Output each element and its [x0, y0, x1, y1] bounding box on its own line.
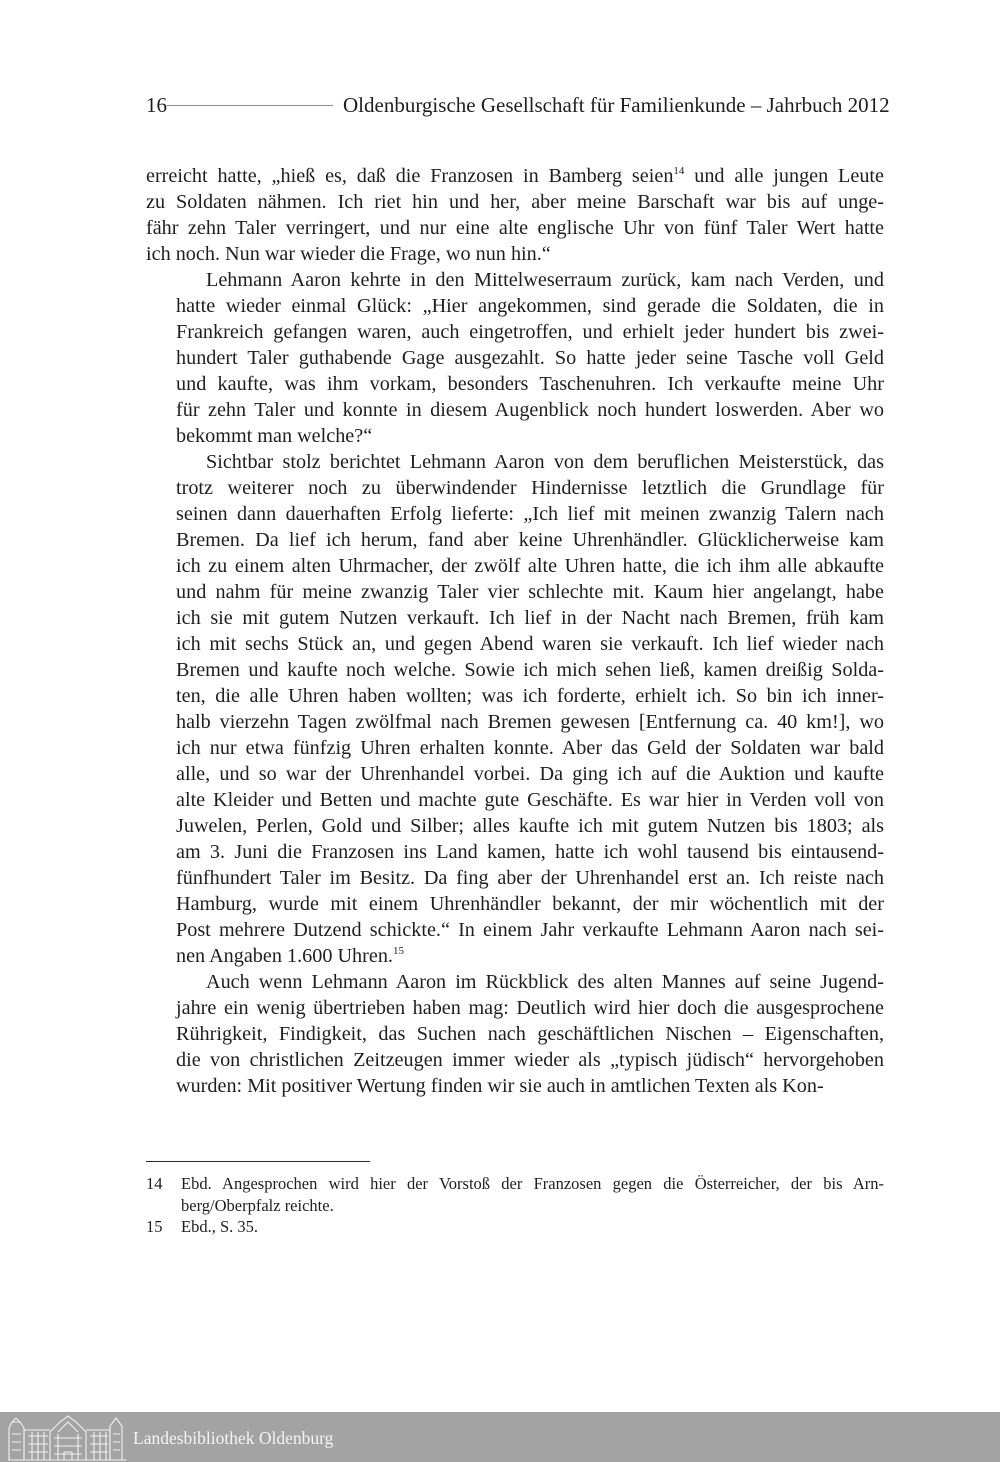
text-line	[146, 397, 884, 423]
text-run: alle, und so war der Uhrenhandel vorbei. Da ging ich auf die Auktion und kaufte	[176, 763, 884, 785]
text-run: alte Kleider und Betten und machte gute Geschäfte. Es war hier in Verden voll von	[176, 789, 884, 811]
text-line	[146, 1047, 884, 1073]
text-run: bekommt man welche?“	[176, 425, 373, 447]
text-line	[146, 839, 884, 865]
text-run: ich nur etwa fünfzig Uhren erhalten konnte. Aber das Geld der Soldaten war bald	[176, 737, 884, 759]
text-line	[146, 215, 884, 241]
text-run: jahre ein wenig übertrieben haben mag: Deutlich wird hier doch die ausgesprochene	[176, 997, 884, 1019]
text-line	[146, 527, 884, 553]
text-run: zu Soldaten nähmen. Ich riet hin und her, aber meine Barschaft war bis auf unge-	[146, 191, 884, 213]
text-run: wurden: Mit positiver Wertung finden wir sie auch in amtlichen Texten als Kon-	[176, 1075, 824, 1097]
library-footer-bar	[0, 1412, 1000, 1462]
paragraph	[146, 163, 884, 267]
running-head	[146, 88, 890, 122]
footnote-text	[181, 1173, 884, 1216]
text-line	[146, 189, 884, 215]
text-line	[146, 1073, 884, 1099]
running-head-rule	[167, 105, 333, 106]
text-line	[146, 917, 884, 943]
text-line	[146, 371, 884, 397]
text-line	[146, 865, 884, 891]
footnote-line: Ebd. Angesprochen wird hier der Vorstoß der Franzosen gegen die Österreicher, der bis Arn-	[181, 1174, 884, 1193]
text-run: hatte wieder einmal Glück: „Hier angekommen, sind gerade die Soldaten, die in	[176, 295, 884, 317]
text-run: für zehn Taler und konnte in diesem Augenblick noch hundert loswerden. Aber wo	[176, 399, 884, 421]
text-line	[146, 475, 884, 501]
text-run: halb vierzehn Tagen zwölfmal nach Bremen gewesen [Entfernung ca. 40 km!], wo	[176, 711, 884, 733]
library-name: Landesbibliothek Oldenburg	[133, 1427, 334, 1448]
footnote-line: Ebd., S. 35.	[181, 1217, 259, 1236]
page-number: 16	[146, 93, 167, 117]
body-text	[146, 163, 884, 1099]
text-line	[146, 293, 884, 319]
footnote-number: 14	[146, 1174, 163, 1193]
text-line	[146, 267, 884, 293]
text-run: fähr zehn Taler verringert, und nur eine alte englische Uhr von fünf Taler Wert hatte	[146, 217, 884, 239]
text-run: ich sie mit gutem Nutzen verkauft. Ich lief in der Nacht nach Bremen, früh kam	[176, 607, 884, 629]
text-run: Bremen und kaufte noch welche. Sowie ich mich sehen ließ, kamen dreißig Solda-	[176, 659, 884, 681]
text-line	[146, 657, 884, 683]
paragraph	[146, 267, 884, 449]
text-line	[146, 891, 884, 917]
text-run: Bremen. Da lief ich herum, fand aber keine Uhrenhändler. Glücklicherweise kam	[176, 529, 884, 551]
text-line	[146, 995, 884, 1021]
paragraph	[146, 449, 884, 969]
text-run: Rührigkeit, Findigkeit, das Suchen nach geschäftlichen Nischen – Eigenschaften,	[176, 1023, 884, 1045]
text-line	[146, 345, 884, 371]
text-line	[146, 553, 884, 579]
text-run: ten, die alle Uhren haben wollten; was ich forderte, erhielt ich. So bin ich inner-	[176, 685, 884, 707]
text-line	[146, 423, 884, 449]
text-run: Lehmann Aaron kehrte in den Mittelweserraum zurück, kam nach Verden, und	[206, 269, 884, 291]
text-run: und kaufte, was ihm vorkam, besonders Taschenuhren. Ich verkaufte meine Uhr	[176, 373, 884, 395]
text-line	[146, 735, 884, 761]
text-run: am 3. Juni die Franzosen ins Land kamen, hatte ich wohl tausend bis eintausend-	[176, 841, 884, 863]
text-line	[146, 605, 884, 631]
text-run: und alle jungen Leute	[684, 165, 884, 187]
footnote-text	[181, 1216, 884, 1238]
text-line	[146, 709, 884, 735]
footnote-line: berg/Oberpfalz reichte.	[181, 1195, 334, 1215]
text-line	[146, 631, 884, 657]
text-run: trotz weiterer noch zu überwindender Hindernisse letztlich die Grundlage für	[176, 477, 884, 499]
text-run: Auch wenn Lehmann Aaron im Rückblick des alten Mannes auf seine Jugend-	[206, 971, 884, 993]
text-line	[146, 241, 884, 267]
text-line	[146, 579, 884, 605]
text-line	[146, 813, 884, 839]
paragraph	[146, 969, 884, 1099]
text-line	[146, 449, 884, 475]
text-run: Juwelen, Perlen, Gold und Silber; alles kaufte ich mit gutem Nutzen bis 1803; als	[176, 815, 884, 837]
footnote	[146, 1173, 884, 1216]
text-run: nen Angaben 1.600 Uhren.	[176, 945, 393, 967]
text-run: ich noch. Nun war wieder die Frage, wo nun hin.“	[146, 243, 551, 265]
text-line	[146, 501, 884, 527]
text-run: die von christlichen Zeitzeugen immer wieder als „typisch jüdisch“ hervorgehoben	[176, 1049, 884, 1071]
footnote	[146, 1216, 884, 1238]
text-run: fünfhundert Taler im Besitz. Da fing aber der Uhrenhandel erst an. Ich reiste nach	[176, 867, 884, 889]
text-run: erreicht hatte, „hieß es, daß die Franzosen in Bamberg seien	[146, 165, 674, 187]
text-run: ich zu einem alten Uhrmacher, der zwölf alte Uhren hatte, die ich ihm alle abkaufte	[176, 555, 884, 577]
text-run: Post mehrere Dutzend schickte.“ In einem Jahr verkaufte Lehmann Aaron nach sei-	[176, 919, 884, 941]
library-building-icon	[6, 1412, 130, 1462]
text-line	[146, 761, 884, 787]
text-line	[146, 683, 884, 709]
footnote-reference[interactable]: 15	[392, 945, 404, 957]
text-run: Frankreich gefangen waren, auch eingetroffen, und erhielt jeder hundert bis zwei-	[176, 321, 884, 343]
footnote-separator	[146, 1161, 370, 1162]
text-line	[146, 969, 884, 995]
text-line	[146, 943, 884, 969]
text-line	[146, 163, 884, 189]
text-run: Sichtbar stolz berichtet Lehmann Aaron von dem beruflichen Meisterstück, das	[206, 451, 884, 473]
running-title: Oldenburgische Gesellschaft für Familienkunde – Jahrbuch 2012	[343, 93, 890, 117]
footnote-number: 15	[146, 1217, 163, 1236]
text-run: seinen dann dauerhaften Erfolg lieferte: „Ich lief mit meinen zwanzig Talern nach	[176, 503, 884, 525]
footnote-reference[interactable]: 14	[673, 165, 685, 177]
footnotes	[146, 1173, 884, 1238]
text-run: ich mit sechs Stück an, und gegen Abend waren sie verkauft. Ich lief wieder nach	[176, 633, 884, 655]
text-line	[146, 1021, 884, 1047]
text-line	[146, 787, 884, 813]
text-run: und nahm für meine zwanzig Taler vier schlechte mit. Kaum hier angelangt, habe	[176, 581, 884, 603]
text-run: Hamburg, wurde mit einem Uhrenhändler bekannt, der mir wöchentlich mit der	[176, 893, 884, 915]
text-line	[146, 319, 884, 345]
text-run: hundert Taler guthabende Gage ausgezahlt. So hatte jeder seine Tasche voll Geld	[176, 347, 884, 369]
